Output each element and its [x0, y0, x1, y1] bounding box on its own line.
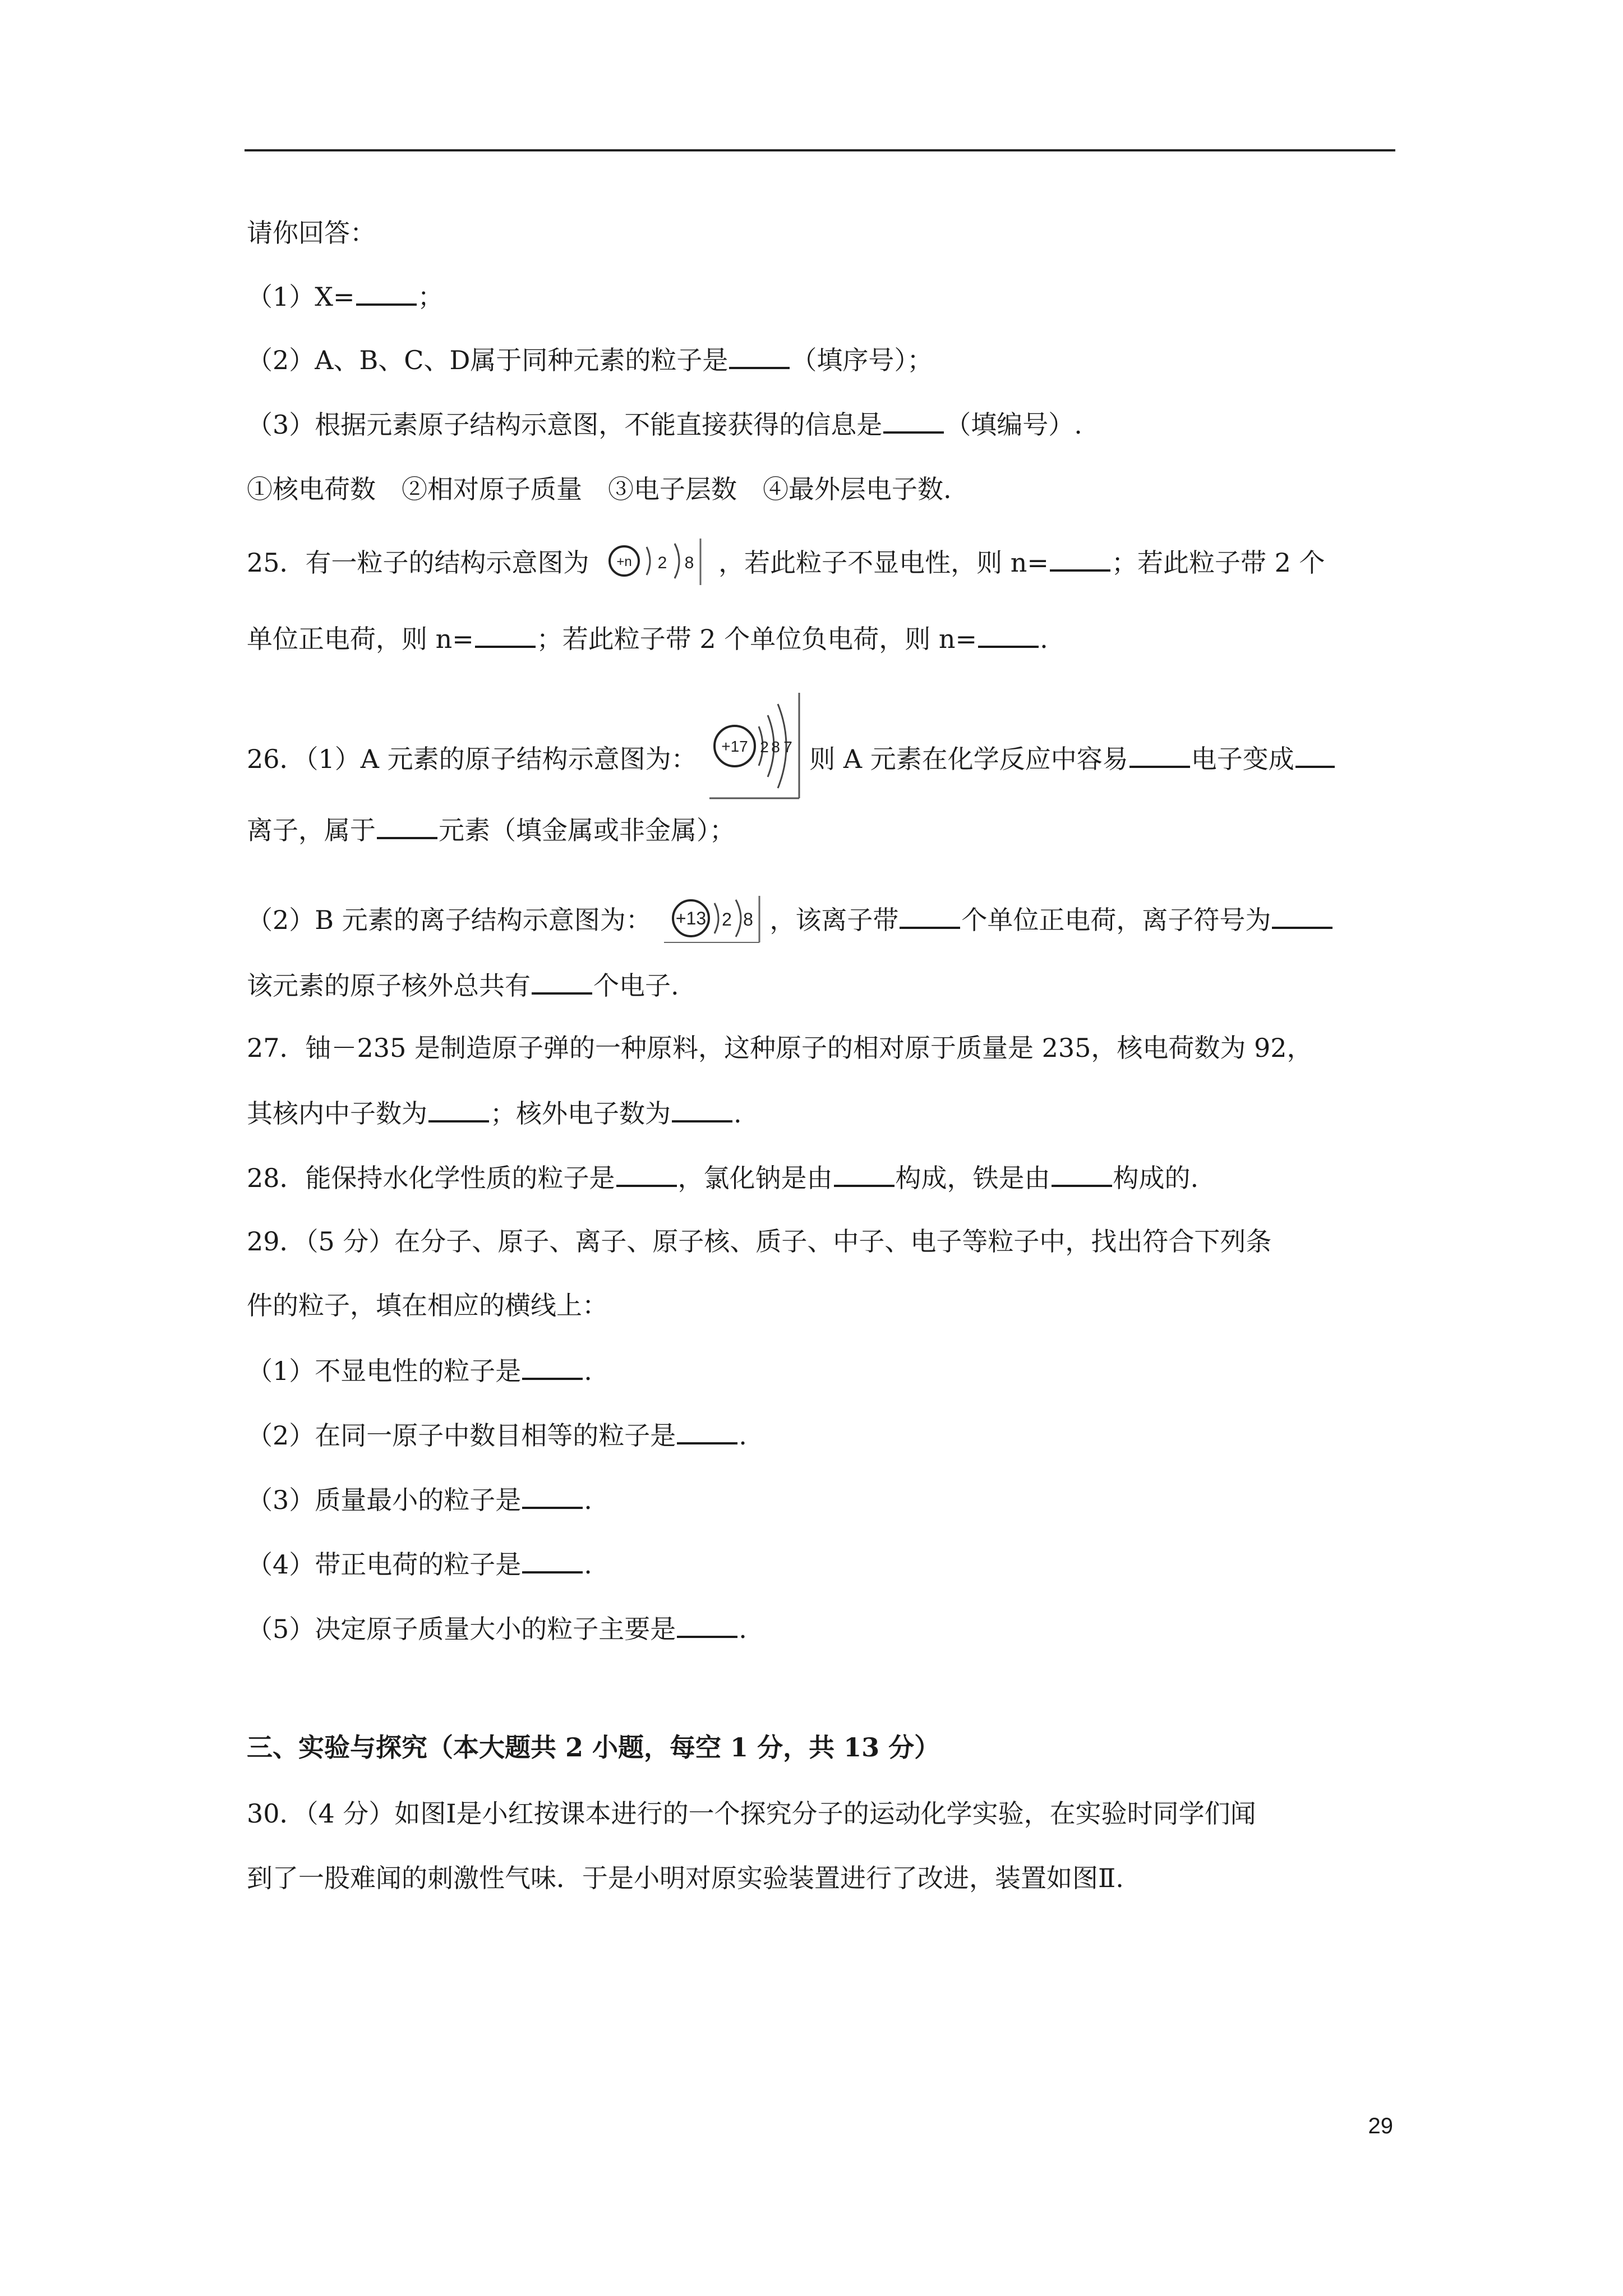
- answer-blank: [356, 279, 417, 306]
- question-27-line2: 其核内中子数为 ；核外电子数为 .: [247, 1096, 742, 1130]
- question-30-line2: 到了一股难闻的刺激性气味．于是小明对原实验装置进行了改进，装置如图Ⅱ.: [247, 1863, 1124, 1893]
- answer-blank: [475, 621, 536, 648]
- answer-blank: [729, 342, 790, 369]
- section-heading: 三、实验与探究（本大题共 2 小题，每空 1 分，共 13 分）: [247, 1732, 940, 1763]
- question-27-line1: 27．铀－235 是制造原子弹的一种原料，这种原子的相对原于质量是 235，核电荷数为 92，: [247, 1033, 1313, 1063]
- q24-options: ①核电荷数 ②相对原子质量 ③电子层数 ④最外层电子数.: [247, 474, 952, 504]
- question-26-line2: 离子，属于 元素（填金属或非金属）；: [247, 812, 735, 847]
- svg-text:8: 8: [743, 909, 754, 930]
- answer-blank: [677, 1418, 737, 1444]
- answer-blank: [522, 1353, 583, 1380]
- question-26-line1: 26．（1）A 元素的原子结构示意图为： +17 2 8 7 则 A 元素在化学反应中容易 电子变成: [247, 715, 1336, 807]
- answer-blank: [1295, 741, 1335, 768]
- svg-text:+17: +17: [721, 738, 749, 755]
- svg-text:+n: +n: [616, 554, 632, 569]
- question-29-line1: 29．（5 分）在分子、原子、离子、原子核、质子、中子、电子等粒子中，找出符合下列条: [247, 1226, 1272, 1257]
- atom-diagram-a: [709, 693, 805, 807]
- question-29-item: （1）不显电性的粒子是 .: [247, 1353, 592, 1388]
- svg-text:7: 7: [783, 738, 793, 756]
- question-25-line1: 25．有一粒子的结构示意图为 +n 2 8 ，若此粒子不显电性，则 n= ；若此粒子带 2 个: [247, 536, 1325, 594]
- question-29-item: （2）在同一原子中数目相等的粒子是 .: [247, 1418, 747, 1452]
- question-26-line4: 该元素的原子核外总共有 个电子.: [247, 968, 679, 1002]
- svg-text:2: 2: [760, 738, 769, 756]
- answer-blank: [883, 407, 944, 434]
- answer-blank: [834, 1160, 895, 1187]
- question-30-line1: 30．（4 分）如图Ⅰ是小红按课本进行的一个探究分子的运动化学实验，在实验时同学们闻: [247, 1798, 1256, 1829]
- svg-text:2: 2: [722, 909, 732, 930]
- answer-blank: [978, 621, 1039, 648]
- answer-blank: [428, 1096, 489, 1122]
- page-number: 29: [1368, 2114, 1393, 2138]
- answer-blank: [616, 1160, 677, 1187]
- svg-text:2: 2: [657, 554, 667, 572]
- question-29-item: （4）带正电荷的粒子是 .: [247, 1547, 592, 1581]
- q24-2: （2）A、B、C、D属于同种元素的粒子是 （填序号）；: [247, 342, 933, 377]
- answer-blank: [1272, 902, 1332, 929]
- answer-blank: [677, 1611, 737, 1638]
- answer-blank: [1050, 545, 1110, 572]
- answer-blank: [532, 968, 592, 995]
- q24-3: （3）根据元素原子结构示意图，不能直接获得的信息是 （填编号）.: [247, 407, 1082, 441]
- answer-blank: [900, 902, 960, 929]
- question-25-line2: 单位正电荷，则 n= ；若此粒子带 2 个单位负电荷，则 n= .: [247, 621, 1048, 656]
- question-28: 28．能保持水化学性质的粒子是 ，氯化钠是由 构成，铁是由 构成的.: [247, 1160, 1198, 1195]
- answer-blank: [1129, 741, 1190, 768]
- answer-blank: [522, 1482, 583, 1509]
- atom-diagram-25: [602, 536, 714, 594]
- atom-diagram-b: [664, 893, 765, 951]
- svg-text:8: 8: [771, 738, 781, 756]
- answer-blank: [522, 1547, 583, 1573]
- question-29-item: （5）决定原子质量大小的粒子主要是 .: [247, 1611, 747, 1646]
- q24-1: （1）X= ；: [247, 279, 444, 314]
- answer-blank: [1052, 1160, 1112, 1187]
- question-26-line3: （2）B 元素的离子结构示意图为： +13 2 8 ，该离子带 个单位正电荷，离子符号为: [247, 893, 1334, 951]
- intro-text: 请你回答：: [247, 218, 376, 248]
- question-29-line2: 件的粒子，填在相应的横线上：: [247, 1290, 608, 1320]
- svg-text:8: 8: [684, 554, 694, 572]
- question-29-item: （3）质量最小的粒子是 .: [247, 1482, 592, 1517]
- answer-blank: [377, 812, 437, 839]
- svg-text:+13: +13: [676, 908, 707, 928]
- header-rule: [245, 149, 1395, 151]
- answer-blank: [672, 1096, 732, 1122]
